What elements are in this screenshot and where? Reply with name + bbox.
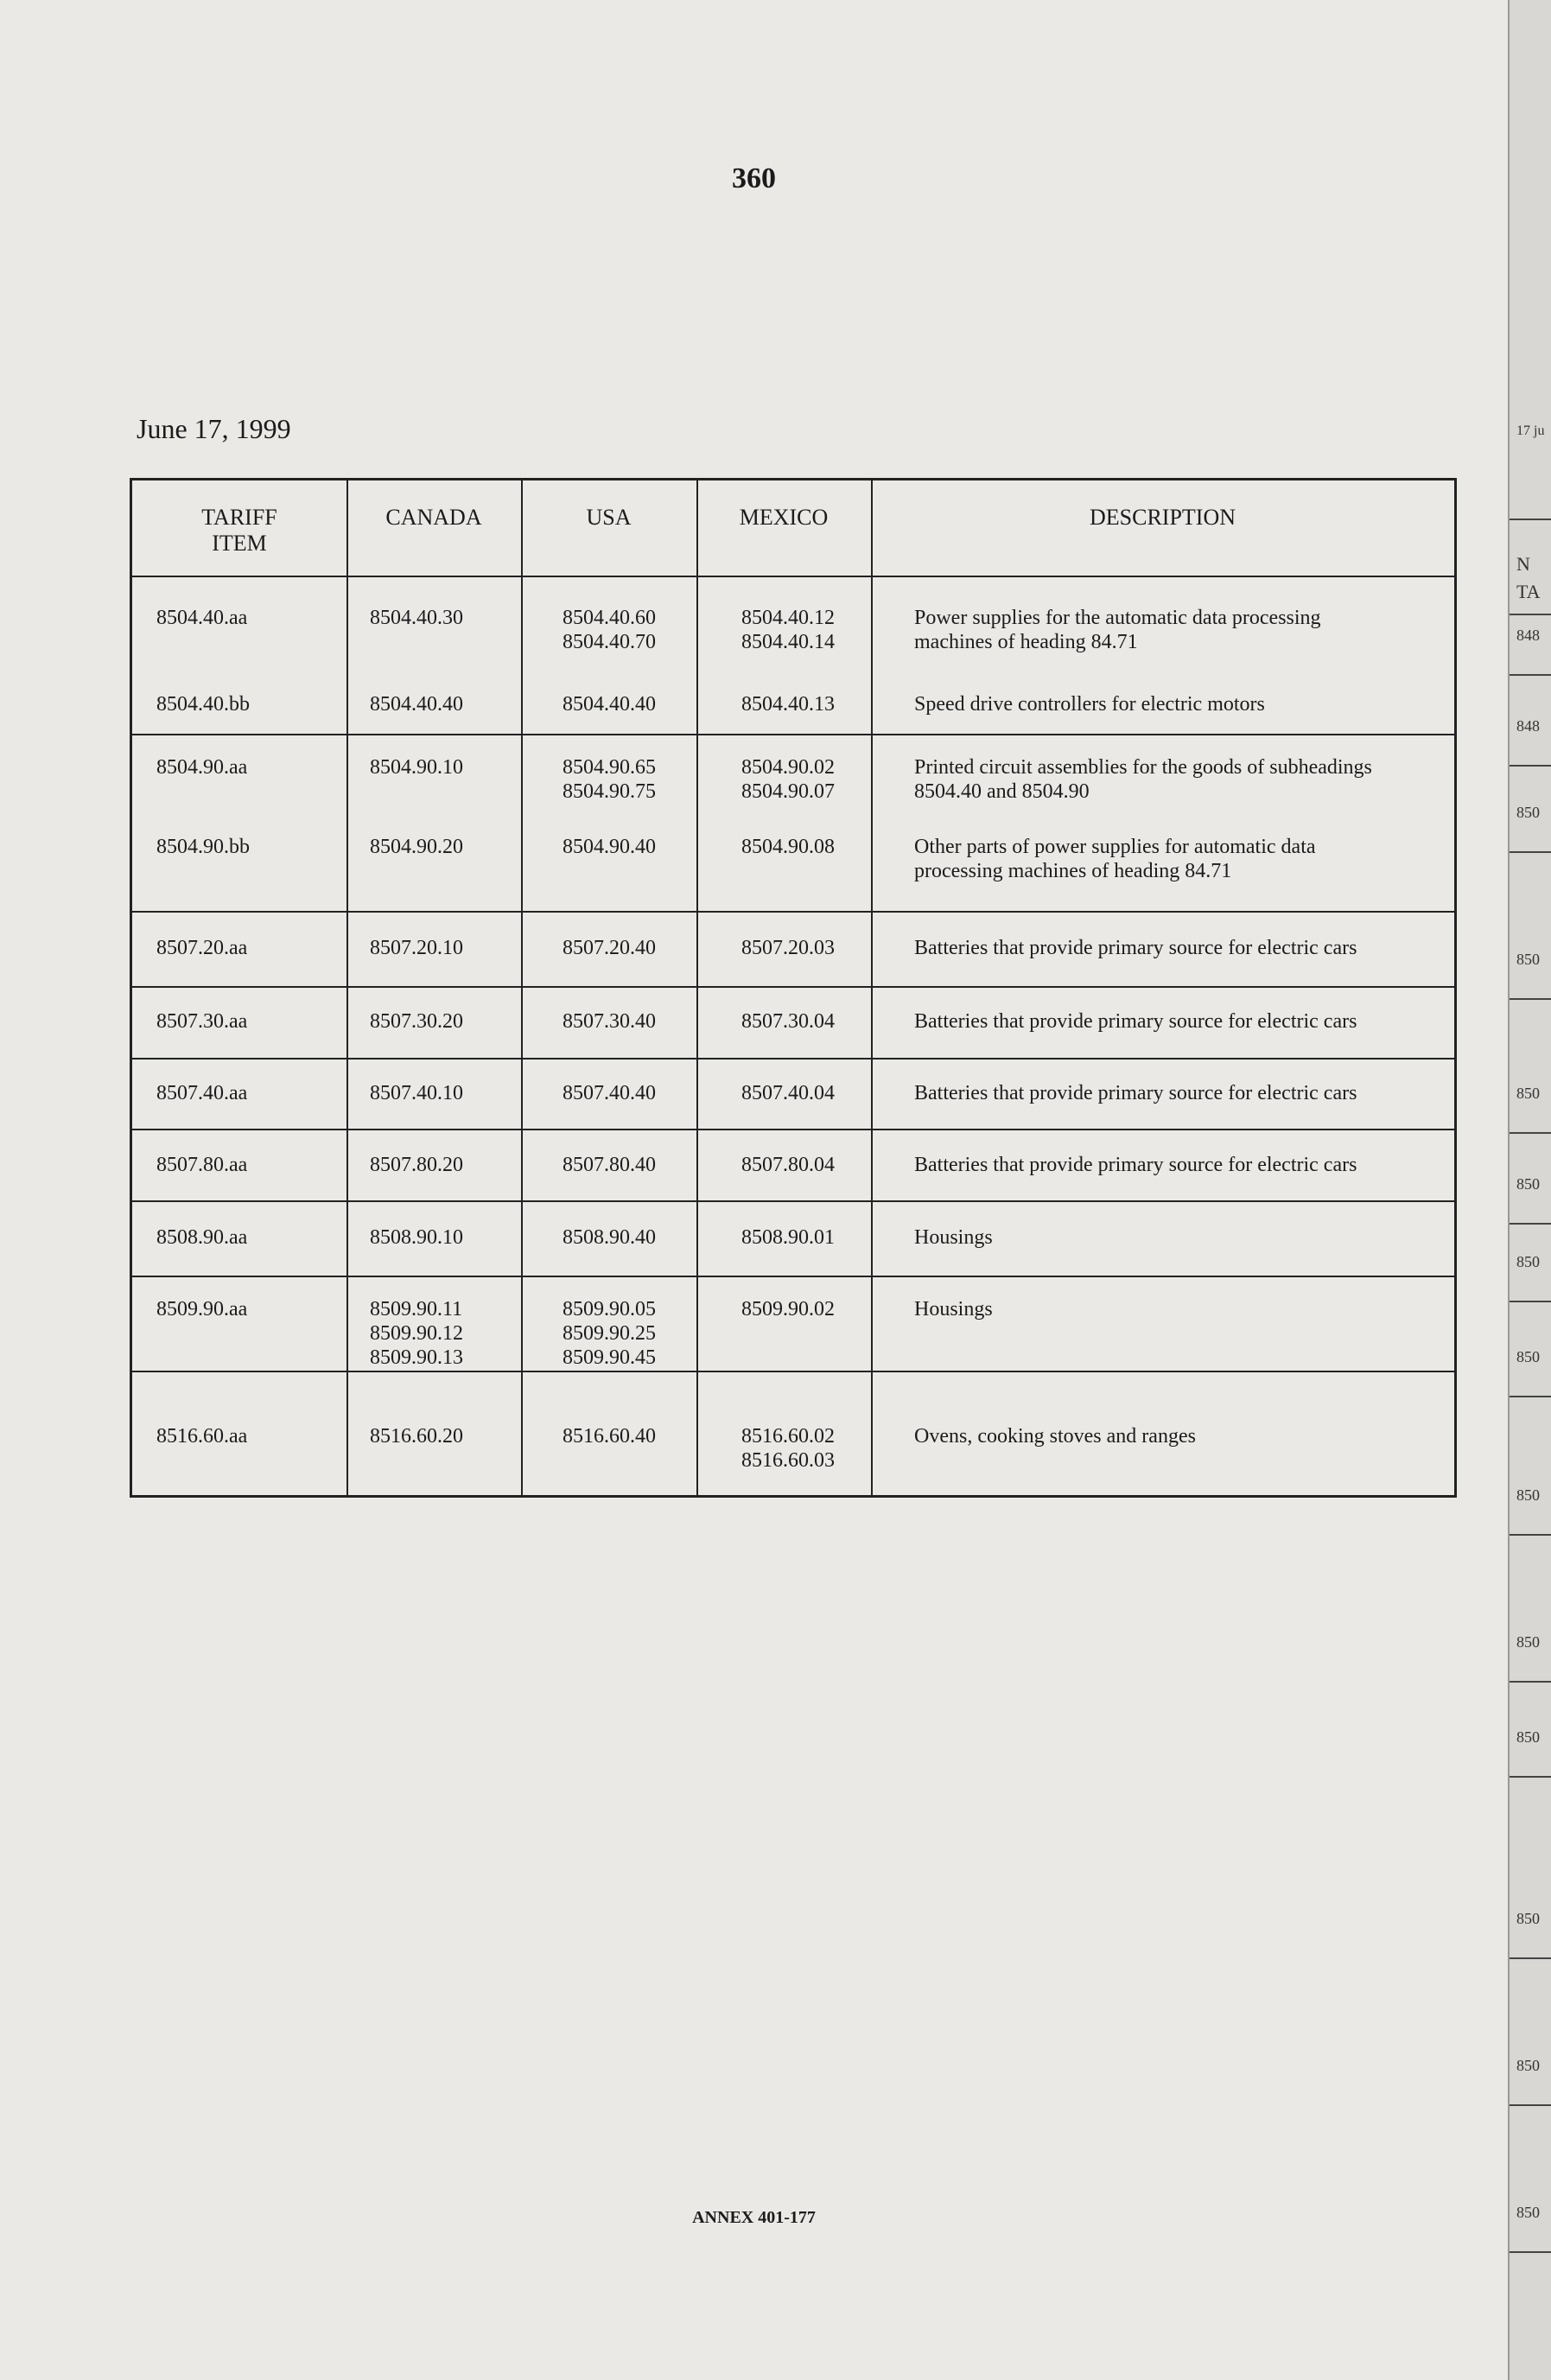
description-cell: Batteries that provide primary source for electric cars <box>914 937 1357 959</box>
row-divider <box>132 1058 1454 1060</box>
canada-code-cell: 8504.90.20 <box>370 836 463 858</box>
edge-row-line <box>1510 674 1551 676</box>
canada-code-cell: 8516.60.20 <box>370 1425 463 1448</box>
description-cell: Other parts of power supplies for automatic data processing machines of heading 84.71 <box>914 836 1316 882</box>
edge-row-fragment: 850 <box>1516 1175 1540 1193</box>
usa-code-cell: 8504.40.40 <box>563 693 656 716</box>
tariff-item-cell: 8504.90.bb <box>156 836 250 858</box>
edge-row-fragment: 848 <box>1516 627 1540 644</box>
edge-row-fragment: 850 <box>1516 804 1540 821</box>
mexico-code-cell: 8507.30.04 <box>741 1010 835 1033</box>
row-divider <box>132 576 1454 577</box>
description-cell: Housings <box>914 1226 993 1249</box>
edge-row-line <box>1510 1132 1551 1134</box>
edge-row-line <box>1510 1534 1551 1536</box>
column-divider <box>521 480 523 1495</box>
edge-row-line <box>1510 1681 1551 1683</box>
tariff-item-cell: 8504.90.aa <box>156 756 248 779</box>
edge-row-fragment: 848 <box>1516 717 1540 735</box>
tariff-item-cell: 8516.60.aa <box>156 1425 248 1448</box>
tariff-table <box>130 478 1457 1498</box>
edge-row-fragment: 850 <box>1516 951 1540 968</box>
row-divider <box>132 1129 1454 1130</box>
row-divider <box>132 1200 1454 1202</box>
tariff-item-cell: 8504.40.bb <box>156 693 250 716</box>
mexico-code-cell: 8508.90.01 <box>741 1226 835 1249</box>
edge-row-fragment: 850 <box>1516 2204 1540 2221</box>
usa-code-cell: 8507.40.40 <box>563 1082 656 1104</box>
canada-code-cell: 8504.40.40 <box>370 693 463 716</box>
mexico-code-cell: 8504.90.08 <box>741 836 835 858</box>
row-divider <box>132 911 1454 913</box>
usa-code-cell: 8509.90.05 8509.90.25 8509.90.45 <box>563 1298 656 1369</box>
edge-row-line <box>1510 765 1551 767</box>
annex-footer: ANNEX 401-177 <box>692 2208 816 2227</box>
column-divider <box>871 480 873 1495</box>
tariff-item-cell: 8507.20.aa <box>156 937 248 959</box>
usa-code-cell: 8504.40.60 8504.40.70 <box>563 607 656 653</box>
canada-code-cell: 8507.80.20 <box>370 1154 463 1176</box>
description-cell: Ovens, cooking stoves and ranges <box>914 1425 1196 1448</box>
edge-row-fragment: 850 <box>1516 1085 1540 1102</box>
canada-code-cell: 8508.90.10 <box>370 1226 463 1249</box>
edge-row-line <box>1510 614 1551 615</box>
mexico-code-cell: 8507.80.04 <box>741 1154 835 1176</box>
mexico-code-cell: 8507.40.04 <box>741 1082 835 1104</box>
usa-code-cell: 8504.90.40 <box>563 836 656 858</box>
usa-code-cell: 8508.90.40 <box>563 1226 656 1249</box>
edge-row-fragment: 850 <box>1516 1348 1540 1365</box>
edge-row-line <box>1510 851 1551 853</box>
edge-row-fragment: 850 <box>1516 1633 1540 1651</box>
usa-code-cell: 8516.60.40 <box>563 1425 656 1448</box>
description-cell: Batteries that provide primary source for electric cars <box>914 1010 1357 1033</box>
description-cell: Printed circuit assemblies for the goods of subheadings 8504.40 and 8504.90 <box>914 756 1372 803</box>
mexico-code-cell: 8504.40.13 <box>741 693 835 716</box>
canada-code-cell: 8509.90.11 8509.90.12 8509.90.13 <box>370 1298 463 1369</box>
document-date: June 17, 1999 <box>137 413 291 444</box>
usa-code-cell: 8507.30.40 <box>563 1010 656 1033</box>
edge-row-fragment: 850 <box>1516 2057 1540 2074</box>
header-description: DESCRIPTION <box>1089 505 1236 530</box>
mexico-code-cell: 8509.90.02 <box>741 1298 835 1320</box>
canada-code-cell: 8504.40.30 <box>370 607 463 629</box>
edge-row-line <box>1510 1957 1551 1959</box>
usa-code-cell: 8504.90.65 8504.90.75 <box>563 756 656 803</box>
mexico-code-cell: 8504.40.12 8504.40.14 <box>741 607 835 653</box>
header-mexico: MEXICO <box>739 505 829 530</box>
description-cell: Batteries that provide primary source for electric cars <box>914 1082 1357 1104</box>
column-divider <box>346 480 348 1495</box>
description-cell: Speed drive controllers for electric motors <box>914 693 1265 716</box>
edge-row-line <box>1510 1776 1551 1778</box>
header-usa: USA <box>586 505 632 530</box>
row-divider <box>132 1371 1454 1372</box>
edge-row-line <box>1510 2104 1551 2106</box>
header-canada: CANADA <box>385 505 482 530</box>
mexico-code-cell: 8516.60.02 8516.60.03 <box>741 1425 835 1472</box>
mexico-code-cell: 8504.90.02 8504.90.07 <box>741 756 835 803</box>
tariff-item-cell: 8507.40.aa <box>156 1082 248 1104</box>
edge-date-fragment: 17 ju <box>1516 423 1545 438</box>
edge-row-fragment: 850 <box>1516 1486 1540 1504</box>
tariff-item-cell: 8508.90.aa <box>156 1226 248 1249</box>
description-cell: Housings <box>914 1298 993 1320</box>
usa-code-cell: 8507.80.40 <box>563 1154 656 1176</box>
row-divider <box>132 1276 1454 1277</box>
edge-row-fragment: 850 <box>1516 1728 1540 1746</box>
edge-row-line <box>1510 1301 1551 1302</box>
page-number: 360 <box>732 162 776 194</box>
canada-code-cell: 8504.90.10 <box>370 756 463 779</box>
edge-row-fragment: 850 <box>1516 1910 1540 1927</box>
adjacent-page-edge <box>1508 0 1551 2380</box>
tariff-item-cell: 8507.80.aa <box>156 1154 248 1176</box>
edge-row-line <box>1510 998 1551 1000</box>
tariff-item-cell: 8507.30.aa <box>156 1010 248 1033</box>
edge-header-fragment: N <box>1516 553 1530 575</box>
edge-table-border <box>1510 519 1551 520</box>
row-divider <box>132 986 1454 988</box>
column-divider <box>696 480 698 1495</box>
usa-code-cell: 8507.20.40 <box>563 937 656 959</box>
canada-code-cell: 8507.30.20 <box>370 1010 463 1033</box>
edge-row-line <box>1510 2251 1551 2253</box>
header-tariff-item: TARIFF ITEM <box>201 505 277 556</box>
tariff-item-cell: 8504.40.aa <box>156 607 248 629</box>
description-cell: Power supplies for the automatic data processing machines of heading 84.71 <box>914 607 1321 653</box>
description-cell: Batteries that provide primary source for electric cars <box>914 1154 1357 1176</box>
edge-header-fragment: TA <box>1516 581 1541 602</box>
canada-code-cell: 8507.20.10 <box>370 937 463 959</box>
mexico-code-cell: 8507.20.03 <box>741 937 835 959</box>
edge-row-fragment: 850 <box>1516 1253 1540 1270</box>
row-divider <box>132 734 1454 735</box>
canada-code-cell: 8507.40.10 <box>370 1082 463 1104</box>
edge-row-line <box>1510 1223 1551 1225</box>
tariff-item-cell: 8509.90.aa <box>156 1298 248 1320</box>
edge-row-line <box>1510 1396 1551 1397</box>
